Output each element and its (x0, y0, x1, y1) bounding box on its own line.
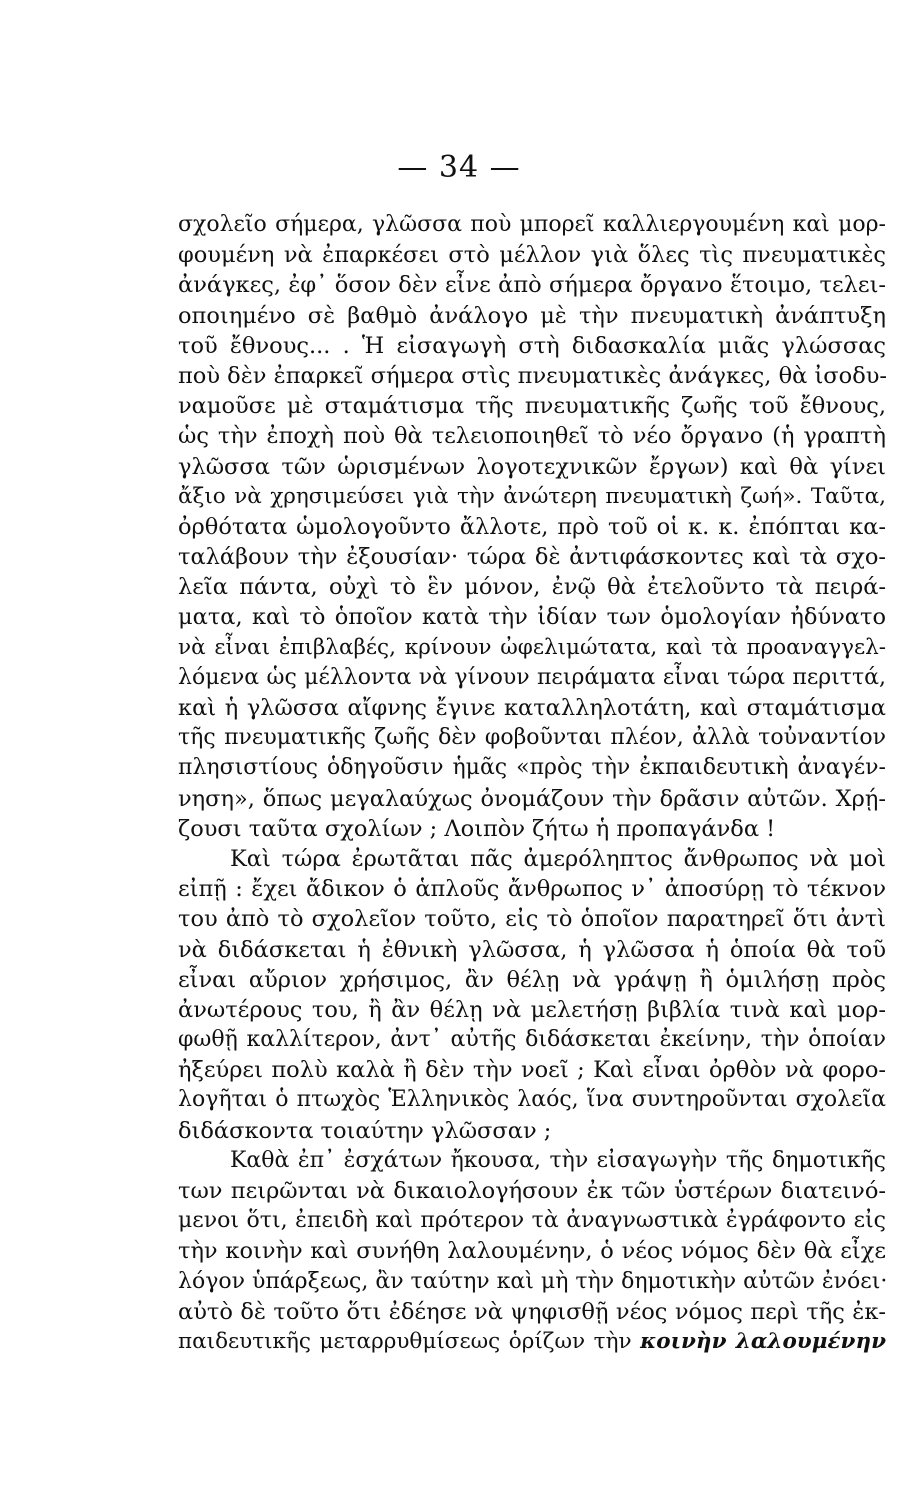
text-line: ὡς τὴν ἐποχὴ ποὺ θὰ τελειοποιηθεῖ τὸ νέο ὄργανο (ἡ γραπτὴ (178, 423, 886, 450)
text-line: ὀρθότατα ὡμολογοῦντο ἄλλοτε, πρὸ τοῦ οἱ κ. κ. ἐπόπται κα- (178, 513, 886, 540)
text-line: τῆς πνευματικῆς ζωῆς δὲν φοβοῦνται πλέον, ἀλλὰ τοὐναντίον (178, 725, 886, 751)
text-line: ἀνωτέρους του, ἢ ἂν θέλῃ νὰ μελετήσῃ βιβλία τινὰ καὶ μορ- (178, 996, 886, 1023)
text-line: νὰ διδάσκεται ἡ ἐθνικὴ γλῶσσα, ἡ γλῶσσα ἡ ὁποία θὰ τοῦ (178, 936, 886, 963)
text-line: λόμενα ὡς μέλλοντα νὰ γίνουν πειράματα εἶναι τώρα περιττά, (178, 664, 886, 690)
text-line: μενοι ὅτι, ἐπειδὴ καὶ πρότερον τὰ ἀναγνωστικὰ ἐγράφοντο εἰς (178, 1208, 886, 1234)
text-line: λόγον ὑπάρξεως, ἂν ταύτην καὶ μὴ τὴν δημοτικὴν αὐτῶν ἐνόει· (178, 1268, 888, 1294)
emphasis-text: κοινὴν λαλουμένην (640, 1328, 886, 1354)
text-line: ποὺ δὲν ἐπαρκεῖ σήμερα στὶς πνευματικὲς ἀνάγκες, θὰ ἰσοδυ- (178, 362, 888, 389)
text-line: σχολεῖο σήμερα, γλῶσσα ποὺ μπορεῖ καλλιεργουμένη καὶ μορ- (178, 212, 886, 237)
body-text (178, 210, 886, 1357)
text-line: ἠξεύρει πολὺ καλὰ ἢ δὲν τὴν νοεῖ ; Καὶ εἶναι ὀρθὸν νὰ φορο- (178, 1057, 886, 1084)
final-line-text: παιδευτικῆς μεταρρυθμίσεως ὁρίζων τὴν (178, 1328, 641, 1354)
text-line: λογῆται ὁ πτωχὸς Ἑλληνικὸς λαός, ἵνα συντηροῦνται σχολεῖα (178, 1087, 886, 1113)
text-line: τὴν κοινὴν καὶ συνήθη λαλουμένην, ὁ νέος νόμος δὲν θὰ εἶχε (178, 1238, 886, 1265)
text-line: αὐτὸ δὲ τοῦτο ὅτι ἐδέησε νὰ ψηφισθῇ νέος νόμος περὶ τῆς ἐκ- (178, 1298, 886, 1325)
text-line: λεῖα πάντα, οὐχὶ τὸ ἓν μόνον, ἐνῷ θὰ ἐτελοῦντο τὰ πειρά- (178, 574, 886, 601)
text-line: τοῦ ἔθνους... . Ἡ εἰσαγωγὴ στὴ διδασκαλία μιᾶς γλώσσας (178, 332, 886, 359)
text-line: ἀνάγκες, ἐφ᾽ ὅσον δὲν εἶνε ἀπὸ σήμερα ὄργανο ἕτοιμο, τελει- (178, 272, 886, 299)
paragraph-end-line: ζουσι ταῦτα σχολίων ; Λοιπὸν ζήτω ἡ προπαγάνδα ! (178, 815, 776, 842)
text-line: του ἀπὸ τὸ σχολεῖον τοῦτο, εἰς τὸ ὁποῖον παρατηρεῖ ὅτι ἀντὶ (178, 906, 886, 933)
text-line: ταλάβουν τὴν ἐξουσίαν· τώρα δὲ ἀντιφάσκοντες καὶ τὰ σχο- (178, 544, 886, 571)
text-line: οποιημένο σὲ βαθμὸ ἀνάλογο μὲ τὴν πνευματικὴ ἀνάπτυξη (178, 302, 886, 329)
paragraph-start-line: Καὶ τώρα ἐρωτᾶται πᾶς ἀμερόληπτος ἄνθρωπος νὰ μοὶ (230, 845, 886, 872)
text-line: νηση», ὅπως μεγαλαύχως ὀνομάζουν τὴν δρᾶσιν αὐτῶν. Χρῄ- (178, 785, 886, 812)
text-line: ματα, καὶ τὸ ὁποῖον κατὰ τὴν ἰδίαν των ὁμολογίαν ἠδύνατο (178, 604, 886, 631)
page-number: — 34 — (397, 150, 521, 185)
text-line: εἶναι αὔριον χρήσιμος, ἂν θέλῃ νὰ γράψῃ ἢ ὁμιλήσῃ πρὸς (178, 966, 886, 993)
text-line: γλῶσσα τῶν ὡρισμένων λογοτεχνικῶν ἔργων) καὶ θὰ γίνει (178, 453, 886, 480)
text-line: πλησιστίους ὁδηγοῦσιν ἡμᾶς «πρὸς τὴν ἐκπαιδευτικὴ ἀναγέν- (178, 755, 886, 781)
text-line: ναμοῦσε μὲ σταμάτισμα τῆς πνευματικῆς ζωῆς τοῦ ἔθνους, (178, 393, 886, 420)
text-line: καὶ ἡ γλῶσσα αἴφνης ἔγινε καταλληλοτάτη, καὶ σταμάτισμα (178, 695, 886, 721)
text-line: ἄξιο νὰ χρησιμεύσει γιὰ τὴν ἀνώτερη πνευματικὴ ζωή». Ταῦτα, (178, 483, 886, 509)
text-line: εἰπῇ : ἔχει ἄδικον ὁ ἁπλοῦς ἄνθρωπος ν᾽ ἀποσύρῃ τὸ τέκνον (178, 876, 886, 903)
text-line: των πειρῶνται νὰ δικαιολογήσουν ἐκ τῶν ὑστέρων διατεινό- (178, 1178, 886, 1204)
text-line: φουμένη νὰ ἐπαρκέσει στὸ μέλλον γιὰ ὅλες τὶς πνευματικὲς (178, 242, 886, 269)
text-line: νὰ εἶναι ἐπιβλαβές, κρίνουν ὠφελιμώτατα, καὶ τὰ προαναγγελ- (178, 634, 886, 660)
final-line (178, 1327, 886, 1357)
text-line: φωθῇ καλλίτερον, ἀντ᾽ αὐτῆς διδάσκεται ἐκείνην, τὴν ὁποίαν (178, 1027, 886, 1053)
paragraph-end-line: διδάσκοντα τοιαύτην γλῶσσαν ; (178, 1117, 552, 1144)
paragraph-start-line: Καθὰ ἐπ᾽ ἐσχάτων ἤκουσα, τὴν εἰσαγωγὴν τῆς δημοτικῆς (230, 1147, 886, 1173)
